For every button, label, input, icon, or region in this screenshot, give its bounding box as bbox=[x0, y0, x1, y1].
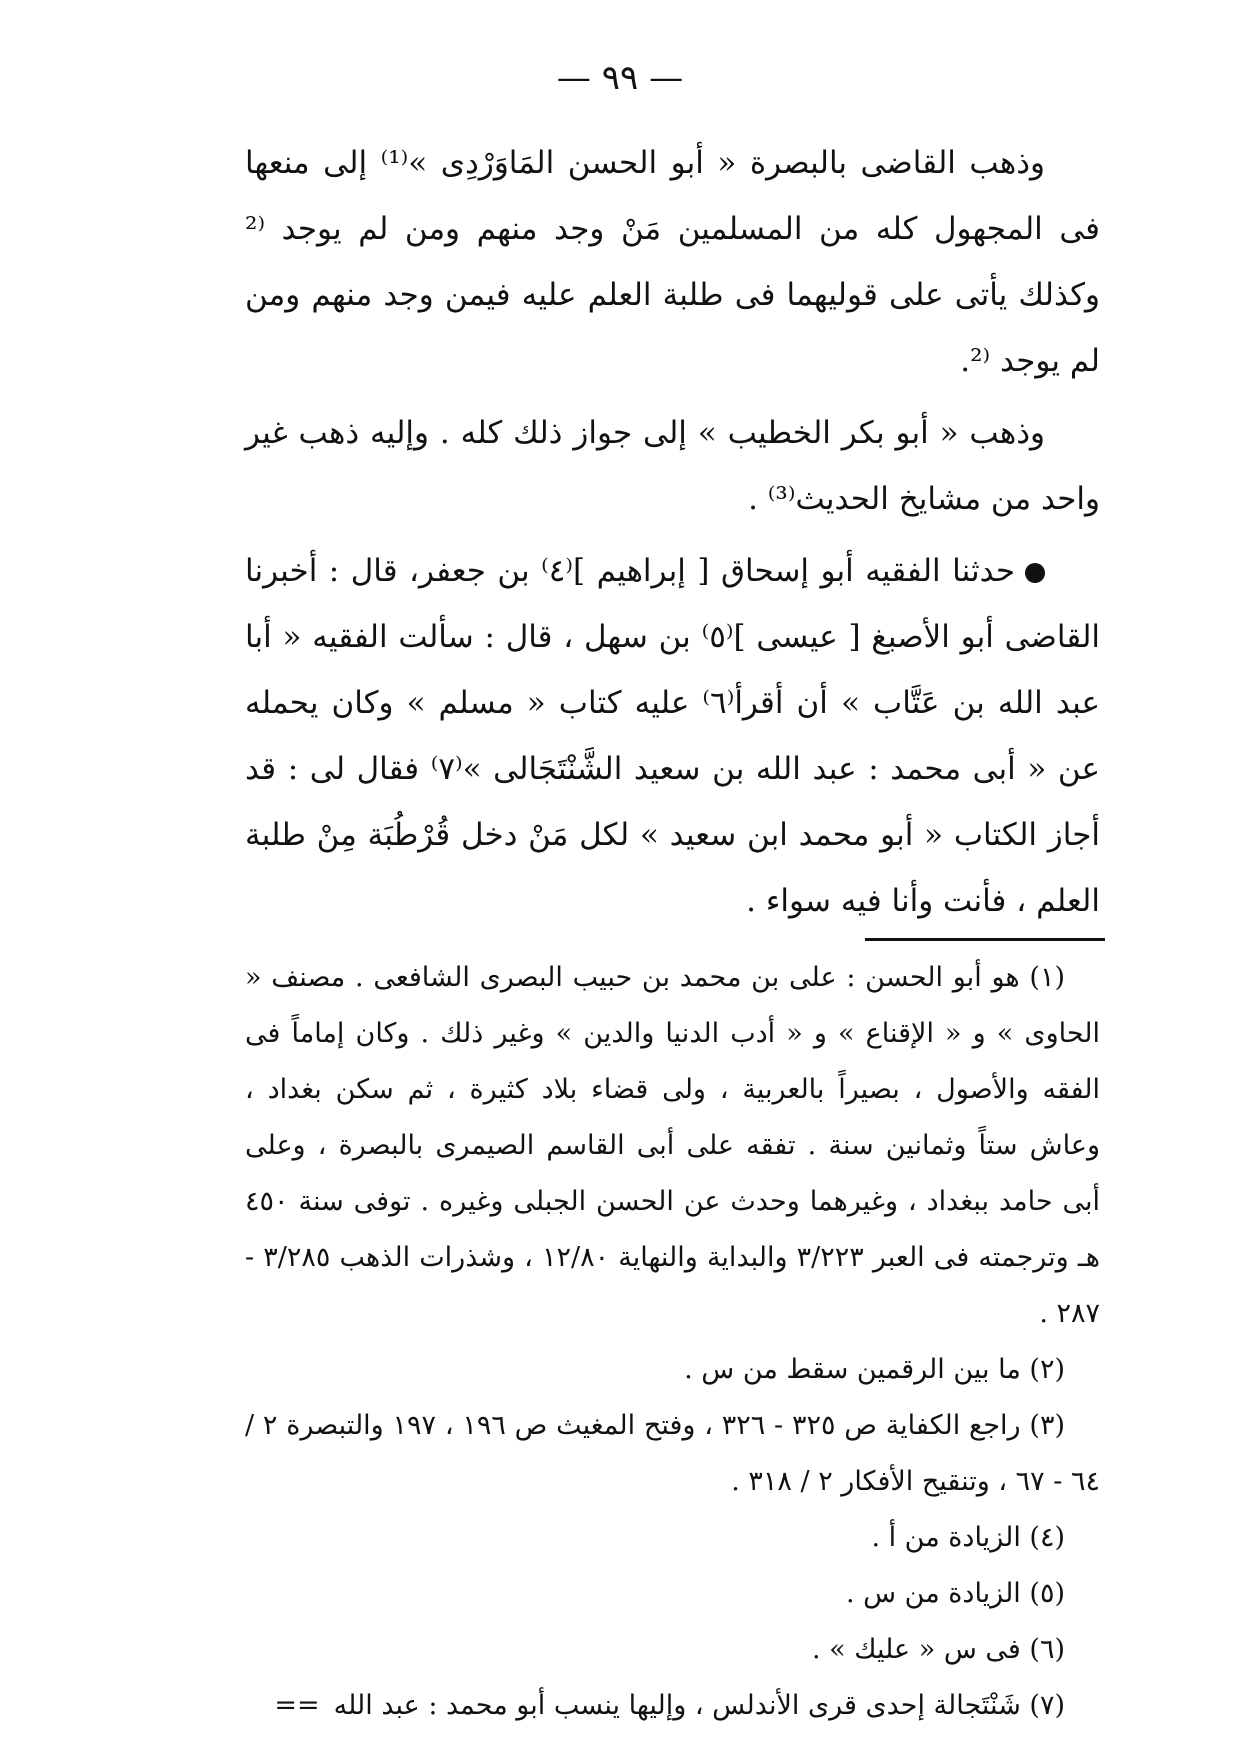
main-text bbox=[245, 130, 1100, 940]
page-number: — ٩٩ — bbox=[556, 58, 684, 98]
footnote-5: (٥) الزيادة من س . bbox=[845, 1578, 1065, 1609]
footnote-4: (٤) الزيادة من أ . bbox=[871, 1522, 1065, 1553]
footnote-divider bbox=[865, 938, 1105, 941]
footnote-6: (٦) فى س « عليك » . bbox=[811, 1634, 1065, 1665]
footnotes bbox=[245, 950, 1100, 1734]
bullet-icon bbox=[1025, 563, 1045, 583]
body-paragraph-2: وذهب « أبو بكر الخطيب » إلى جواز ذلك كله . وإليه ذهب غير واحد من مشايخ الحديث⁽³⁾ . bbox=[245, 415, 1100, 517]
body-paragraph-3 bbox=[245, 538, 1100, 934]
body-paragraph-1: وذهب القاضى بالبصرة « أبو الحسن المَاوَرْدِى »⁽¹⁾ إلى منعها فى المجهول كله من المسلمين مَنْ وجد منهم ومن لم يوجد ⁽² وكذلك يأتى على قوليهما فى طلبة العلم عليه فيمن وجد منهم ومن لم يوجد ⁽². bbox=[245, 145, 1100, 379]
continuation-mark: == bbox=[274, 1690, 320, 1721]
footnote-7 bbox=[245, 1678, 1100, 1734]
footnote-2: (٢) ما بين الرقمين سقط من س . bbox=[684, 1354, 1065, 1385]
footnote-1: (١) هو أبو الحسن : على بن محمد بن حبيب البصرى الشافعى . مصنف « الحاوى » و « الإقناع » و « أدب الدنيا والدين » وغير ذلك . وكان إماماً فى الفقه والأصول ، بصيراً بالعربية ، ولى قضاء بلاد كثيرة ، ثم سكن بغداد ، وعاش ستاً وثمانين سنة . تفقه على أبى القاسم الصيمرى بالبصرة ، وعلى أبى حامد ببغداد ، وغيرهما وحدث عن الحسن الجبلى وغيره . توفى سنة ٤٥٠ هـ وترجمته فى العبر ٣/٢٢٣ والبداية والنهاية ١٢/٨٠ ، وشذرات الذهب ٣/٢٨٥ - ٢٨٧ . bbox=[245, 962, 1100, 1329]
footnote-3: (٣) راجع الكفاية ص ٣٢٥ - ٣٢٦ ، وفتح المغيث ص ١٩٦ ، ١٩٧ والتبصرة ٢ / ٦٤ - ٦٧ ، وتنقيح الأفكار ٢ / ٣١٨ . bbox=[245, 1410, 1100, 1497]
body-paragraph-3-text: حدثنا الفقيه أبو إسحاق [ إبراهيم ]⁽٤⁾ بن جعفر، قال : أخبرنا القاضى أبو الأصبغ [ عيسى ]⁽٥⁾ بن سهل ، قال : سألت الفقيه « أبا عبد الله بن عَتَّاب » أن أقرأ⁽٦⁾ عليه كتاب « مسلم » وكان يحمله عن « أبى محمد : عبد الله بن سعيد الشَّنْتَجَالى »⁽٧⁾ فقال لى : قد أجاز الكتاب « أبو محمد ابن سعيد » لكل مَنْ دخل قُرْطُبَة مِنْ طلبة العلم ، فأنت وأنا فيه سواء . bbox=[245, 553, 1100, 919]
footnote-7-text: (٧) شَنْتَجالة إحدى قرى الأندلس ، وإليها ينسب أبو محمد : عبد الله bbox=[333, 1690, 1065, 1721]
